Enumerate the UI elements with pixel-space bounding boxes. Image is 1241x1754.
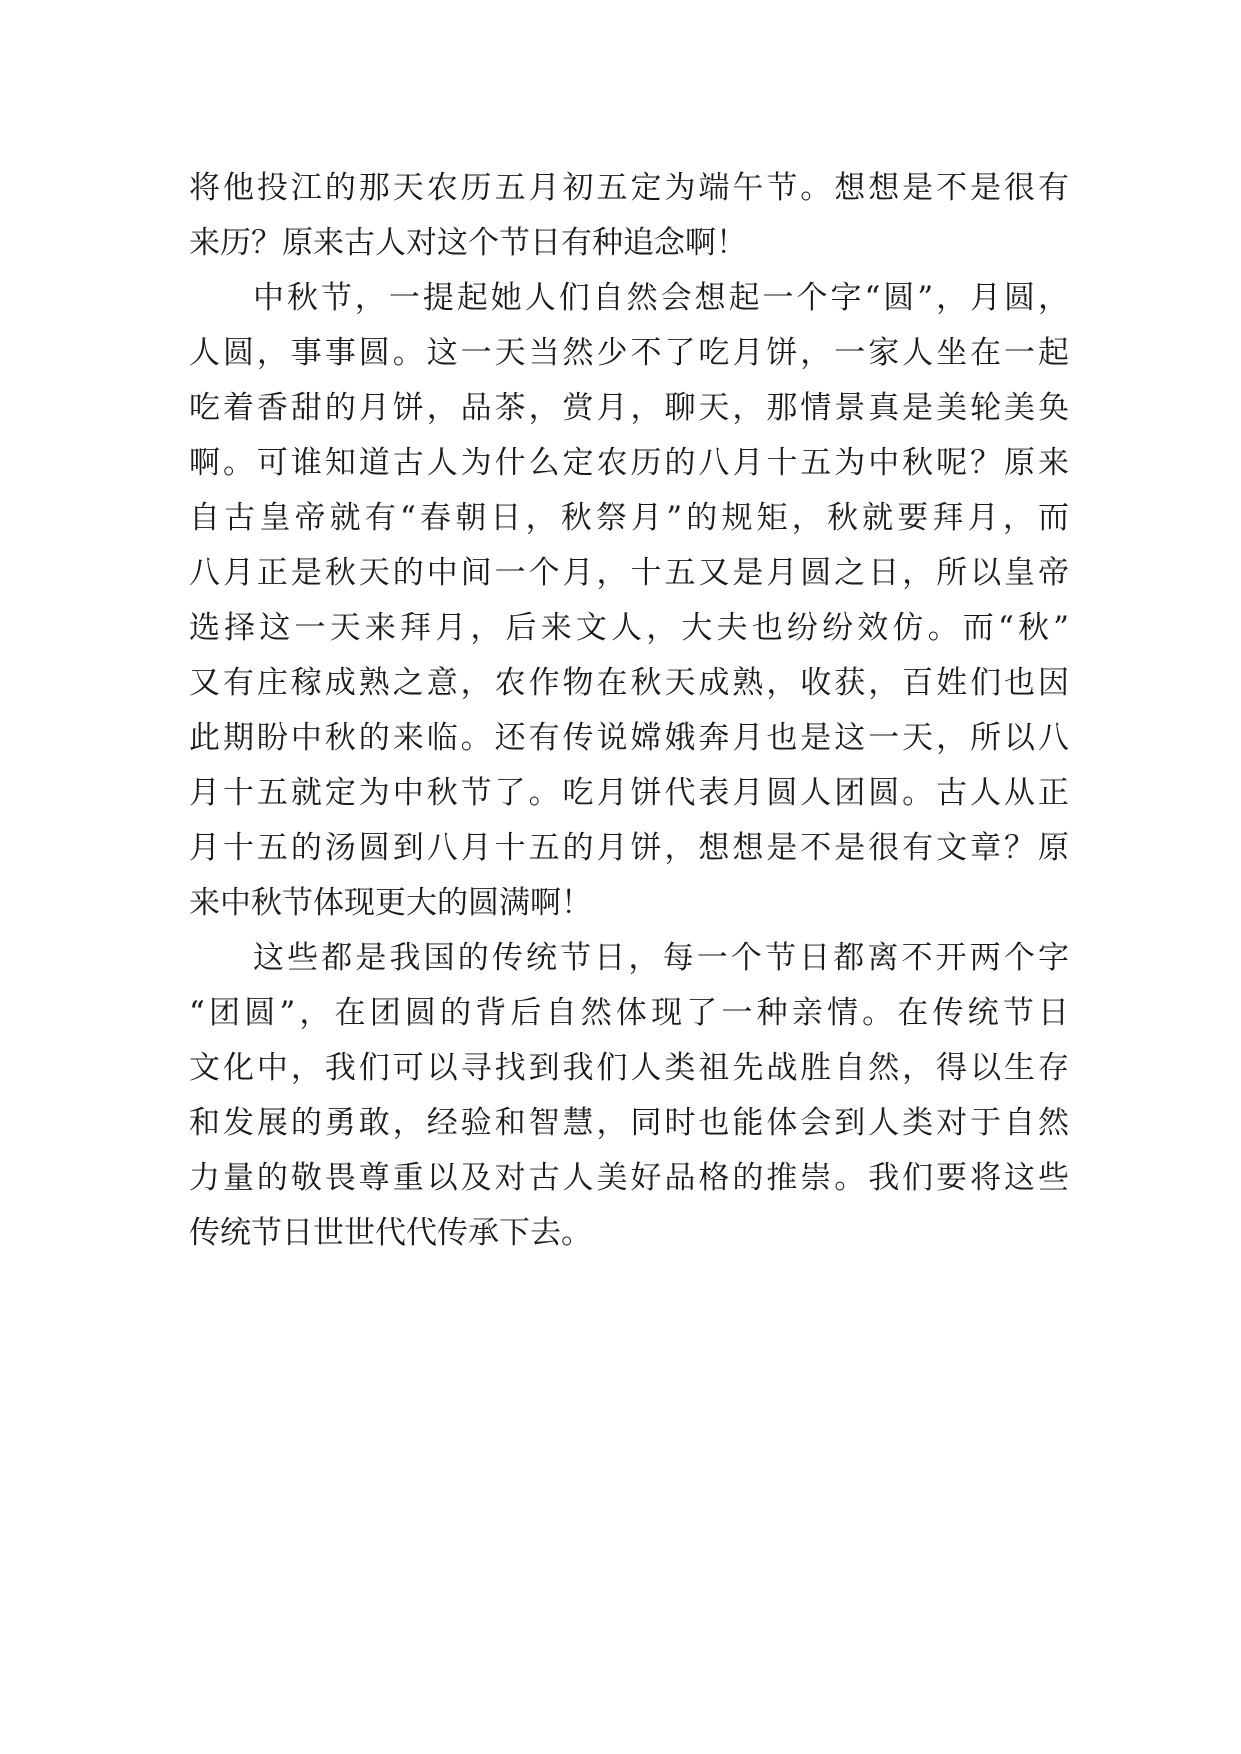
text-line: 将他投江的那天农历五月初五定为端午节。想想是不是很有 — [189, 170, 1069, 206]
text-line: 啊。可谁知道古人为什么定农历的八月十五为中秋呢？原来 — [189, 445, 1069, 481]
text-line: 这些都是我国的传统节日，每一个节日都离不开两个字 — [253, 940, 1069, 976]
text-line: 月十五的汤圆到八月十五的月饼，想想是不是很有文章？原 — [189, 830, 1069, 866]
text-line: 八月正是秋天的中间一个月，十五又是月圆之日，所以皇帝 — [189, 555, 1069, 591]
text-line: 和发展的勇敢，经验和智慧，同时也能体会到人类对于自然 — [189, 1105, 1069, 1141]
text-line: 又有庄稼成熟之意，农作物在秋天成熟，收获，百姓们也因 — [189, 665, 1069, 701]
text-line: 人圆，事事圆。这一天当然少不了吃月饼，一家人坐在一起 — [189, 335, 1069, 371]
text-line: 力量的敬畏尊重以及对古人美好品格的推崇。我们要将这些 — [189, 1160, 1069, 1196]
text-line: 来中秋节体现更大的圆满啊！ — [189, 885, 592, 921]
text-line: 吃着香甜的月饼，品茶，赏月，聊天，那情景真是美轮美奂 — [189, 390, 1069, 426]
text-line: 选择这一天来拜月，后来文人，大夫也纷纷效仿。而“秋” — [189, 610, 1069, 646]
text-line: 自古皇帝就有“春朝日，秋祭月”的规矩，秋就要拜月，而 — [189, 500, 1069, 536]
text-line: 中秋节，一提起她人们自然会想起一个字“圆”，月圆， — [253, 280, 1069, 316]
text-line: 传统节日世世代代传承下去。 — [189, 1215, 592, 1251]
text-line: 月十五就定为中秋节了。吃月饼代表月圆人团圆。古人从正 — [189, 775, 1069, 811]
document-body — [189, 161, 1069, 1261]
text-line: “团圆”，在团圆的背后自然体现了一种亲情。在传统节日 — [189, 995, 1069, 1031]
text-line: 来历？原来古人对这个节日有种追念啊！ — [189, 225, 747, 261]
text-line: 此期盼中秋的来临。还有传说嫦娥奔月也是这一天，所以八 — [189, 720, 1069, 756]
text-line: 文化中，我们可以寻找到我们人类祖先战胜自然，得以生存 — [189, 1050, 1069, 1086]
